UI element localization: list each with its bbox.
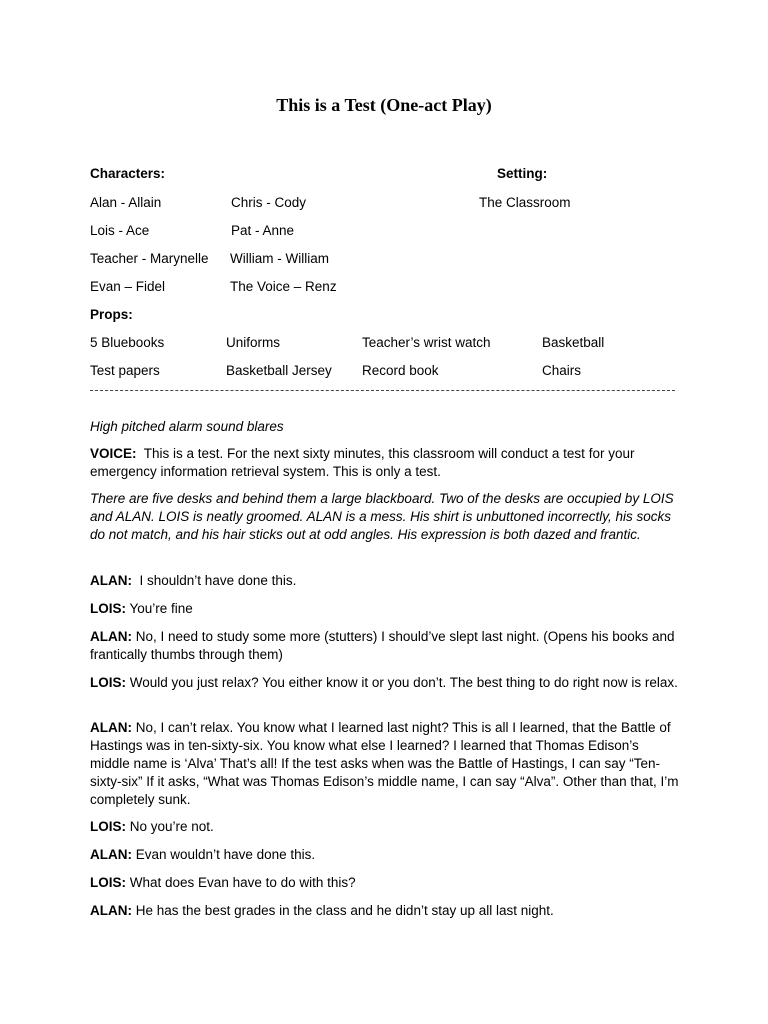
dialogue-block xyxy=(90,674,680,692)
character-entry: William - William xyxy=(230,251,329,266)
dialogue-line: You’re fine xyxy=(129,601,193,616)
speaker-name: ALAN: xyxy=(90,629,132,644)
dialogue-block xyxy=(90,628,680,664)
dialogue-line: Would you just relax? You either know it or you don’t. The best thing to do right now is relax. xyxy=(129,675,678,690)
speaker-name: ALAN: xyxy=(90,847,132,862)
prop-entry: Chairs xyxy=(542,363,582,378)
stage-direction: There are five desks and behind them a large blackboard. Two of the desks are occupied by LOIS and ALAN. LOIS is neatly groomed. ALAN is a mess. His shirt is unbuttoned incorrectly, his socks do not match, and his hair sticks out at odd angles. His expression is both dazed and frantic. xyxy=(90,491,674,542)
character-entry: Alan - Allain xyxy=(90,195,162,210)
setting-value: The Classroom xyxy=(479,195,571,210)
prop-entry: Basketball Jersey xyxy=(226,363,332,378)
dialogue-line: Evan wouldn’t have done this. xyxy=(135,847,316,862)
speaker-name: LOIS: xyxy=(90,875,126,890)
dialogue-block xyxy=(90,874,680,892)
dashed-divider xyxy=(90,390,675,391)
character-entry: The Voice – Renz xyxy=(230,279,337,294)
play-title: This is a Test (One-act Play) xyxy=(276,95,492,115)
speaker-name: VOICE: xyxy=(90,446,137,461)
characters-heading: Characters: xyxy=(90,166,166,181)
prop-entry: Test papers xyxy=(90,363,160,378)
dialogue-line: No, I can’t relax. You know what I learned last night? This is all I learned, that the Battle of Hastings was in ten-sixty-six. You know what else I learned? I learned that Thomas Edison’s middle name is ‘Alva’ That’s all! If the test asks when was the Battle of Hastings, I can say “Ten-sixty-six” If it asks, “What was Thomas Edison’s middle name, I can say “Alva”. Other than that, I’m completely sunk. xyxy=(90,720,679,807)
prop-entry: Teacher’s wrist watch xyxy=(362,335,491,350)
prop-entry: Basketball xyxy=(542,335,605,350)
dialogue-block xyxy=(90,846,680,864)
dialogue-line: No, I need to study some more (stutters) I should’ve slept last night. (Opens his books and frantically thumbs through them) xyxy=(90,629,675,662)
dialogue-block xyxy=(90,818,680,836)
character-entry: Pat - Anne xyxy=(231,223,295,238)
speaker-name: ALAN: xyxy=(90,903,132,918)
speaker-name: ALAN: xyxy=(90,720,132,735)
dialogue-block xyxy=(90,902,680,920)
character-entry: Lois - Ace xyxy=(90,223,150,238)
setting-heading: Setting: xyxy=(497,166,548,181)
dialogue-line: He has the best grades in the class and he didn’t stay up all last night. xyxy=(135,903,554,918)
dialogue-block xyxy=(90,600,680,618)
props-heading: Props: xyxy=(90,307,133,322)
dialogue-line: This is a test. For the next sixty minutes, this classroom will conduct a test for your emergency information retrieval system. This is only a test. xyxy=(90,446,635,479)
dialogue-block xyxy=(90,719,680,809)
dialogue-line: I shouldn’t have done this. xyxy=(139,573,297,588)
speaker-name: LOIS: xyxy=(90,675,126,690)
character-entry: Chris - Cody xyxy=(231,195,307,210)
dialogue-line: What does Evan have to do with this? xyxy=(129,875,356,890)
prop-entry: Uniforms xyxy=(226,335,281,350)
dialogue-line: No you’re not. xyxy=(129,819,214,834)
character-entry: Teacher - Marynelle xyxy=(90,251,209,266)
prop-entry: Record book xyxy=(362,363,439,378)
character-entry: Evan – Fidel xyxy=(90,279,166,294)
stage-direction: High pitched alarm sound blares xyxy=(90,419,284,434)
speaker-name: LOIS: xyxy=(90,819,126,834)
prop-entry: 5 Bluebooks xyxy=(90,335,165,350)
dialogue-block xyxy=(90,445,680,481)
speaker-name: ALAN: xyxy=(90,573,132,588)
dialogue-block xyxy=(90,572,680,590)
speaker-name: LOIS: xyxy=(90,601,126,616)
